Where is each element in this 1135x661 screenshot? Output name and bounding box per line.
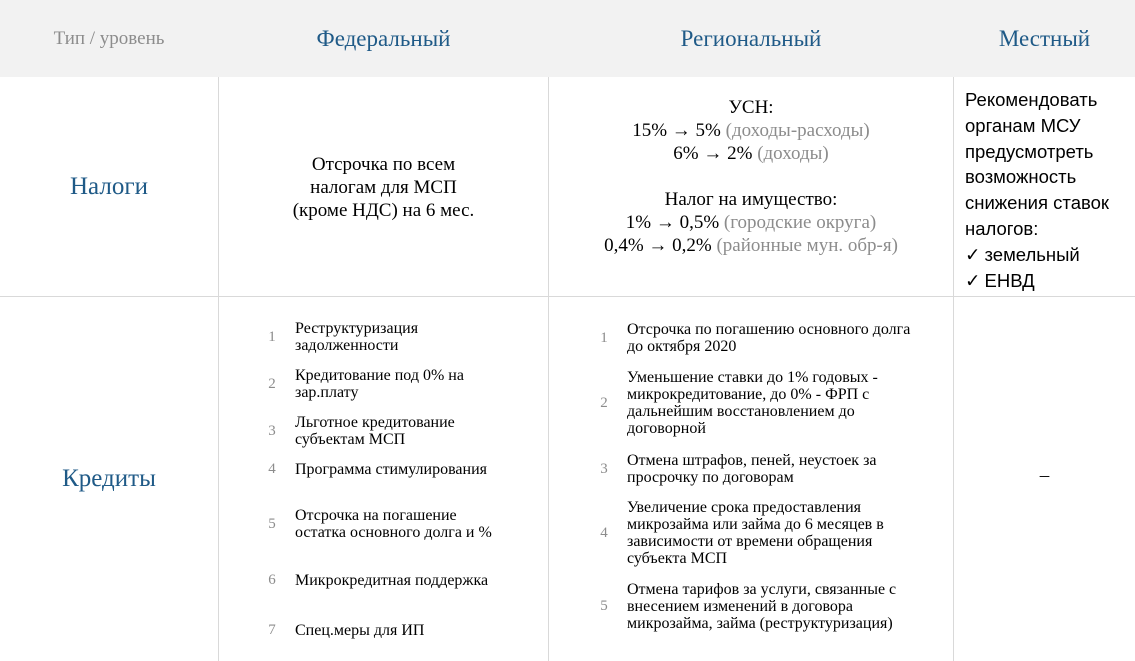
property-tax-title: Налог на имущество:	[664, 189, 838, 210]
usn-rate-line	[549, 142, 953, 165]
federal-taxes-line: (кроме НДС) на 6 мес.	[292, 199, 475, 221]
column-divider	[953, 77, 954, 661]
checkmark-icon: ✓	[965, 243, 981, 265]
local-taxes-line: снижения ставок	[965, 192, 1109, 214]
usn-rate-line	[549, 119, 953, 142]
row-label-credits: Кредиты	[62, 465, 156, 492]
list-item	[258, 461, 510, 478]
list-item-text: Спец.меры для ИП	[295, 622, 425, 639]
header-type-level: Тип / уровень	[53, 27, 165, 49]
list-item-number: 3	[600, 460, 608, 477]
regional-taxes-cell	[549, 96, 953, 257]
checkmark-icon: ✓	[965, 269, 981, 291]
list-item-number: 3	[268, 422, 276, 439]
list-item-text: Микрокредитная поддержка	[295, 572, 489, 589]
list-item	[258, 572, 510, 589]
list-item-number: 2	[600, 394, 608, 411]
local-taxes-line: предусмотреть	[965, 140, 1094, 162]
rate-change: 1% → 0,5%	[625, 212, 720, 233]
list-item	[258, 507, 510, 541]
property-rate-line	[549, 211, 953, 234]
list-item-text: Отмена штрафов, пеней, неустоек за просрочку по договорам	[627, 452, 877, 486]
list-item-text: Отсрочка по погашению основного долга до октября 2020	[627, 321, 911, 355]
header-local: Местный	[998, 25, 1091, 51]
list-item	[590, 452, 927, 486]
list-item-number: 1	[268, 328, 276, 345]
list-item	[258, 622, 510, 639]
list-item	[590, 581, 927, 632]
property-rate-line	[549, 234, 953, 257]
rate-note: (доходы-расходы)	[725, 120, 870, 141]
federal-taxes-line: налогам для МСП	[310, 176, 457, 198]
row-label-taxes: Налоги	[70, 173, 148, 200]
federal-taxes-cell	[219, 78, 548, 296]
list-item-text: Программа стимулирования	[295, 461, 488, 478]
list-item-text: Кредитование под 0% на зар.плату	[295, 367, 464, 401]
checklist-item	[965, 242, 1133, 268]
table-header	[0, 0, 1135, 77]
list-item-number: 6	[268, 572, 276, 588]
list-item-number: 1	[600, 329, 608, 346]
rate-change: 0,4% → 0,2%	[604, 235, 712, 256]
header-regional: Региональный	[680, 25, 822, 51]
rate-note: (доходы)	[757, 143, 829, 164]
checklist-item-label: ЕНВД	[984, 269, 1035, 291]
list-item-text: Отсрочка на погашение остатка основного долга и %	[295, 507, 492, 541]
list-item-number: 7	[268, 622, 276, 638]
list-item	[590, 499, 927, 567]
usn-title: УСН:	[728, 97, 774, 118]
list-item-number: 5	[268, 515, 276, 532]
list-item-number: 4	[268, 461, 276, 477]
rate-note: (городские округа)	[723, 212, 877, 233]
rate-change: 6% → 2%	[673, 143, 753, 164]
local-taxes-line: возможность	[965, 166, 1077, 188]
list-item-number: 4	[600, 524, 608, 541]
list-item	[258, 367, 510, 401]
list-item-number: 2	[268, 375, 276, 392]
list-item-text: Льготное кредитование субъектам МСП	[295, 414, 455, 448]
list-item	[590, 369, 927, 437]
local-taxes-line: налогов:	[965, 217, 1039, 239]
local-taxes-line: органам МСУ	[965, 114, 1081, 136]
list-item-text: Отмена тарифов за услуги, связанные с внесением изменений в договора микрозайма, займа (реструктуризация)	[627, 581, 897, 632]
list-item-text: Увеличение срока предоставления микрозайма или займа до 6 месяцев в зависимости от времени обращения субъекта МСП	[627, 499, 884, 567]
local-taxes-cell	[965, 87, 1133, 293]
federal-taxes-line: Отсрочка по всем	[311, 153, 456, 175]
rate-change: 15% → 5%	[632, 120, 721, 141]
list-item	[258, 320, 510, 354]
list-item-text: Уменьшение ставки до 1% годовых - микрокредитование, до 0% - ФРП с дальнейшим восстановлением до договорной	[627, 369, 878, 437]
list-item-number: 5	[600, 598, 608, 614]
spacer	[549, 165, 953, 188]
checklist-item-label: земельный	[984, 243, 1080, 265]
rate-note: (районные мун. обр-я)	[716, 235, 898, 256]
header-federal: Федеральный	[316, 25, 451, 51]
list-item	[258, 414, 510, 448]
local-taxes-line: Рекомендовать	[965, 89, 1098, 110]
list-item-text: Реструктуризация задолженности	[295, 320, 419, 354]
local-credits-cell: –	[1039, 465, 1050, 486]
list-item	[590, 321, 927, 355]
checklist-item	[965, 268, 1133, 294]
